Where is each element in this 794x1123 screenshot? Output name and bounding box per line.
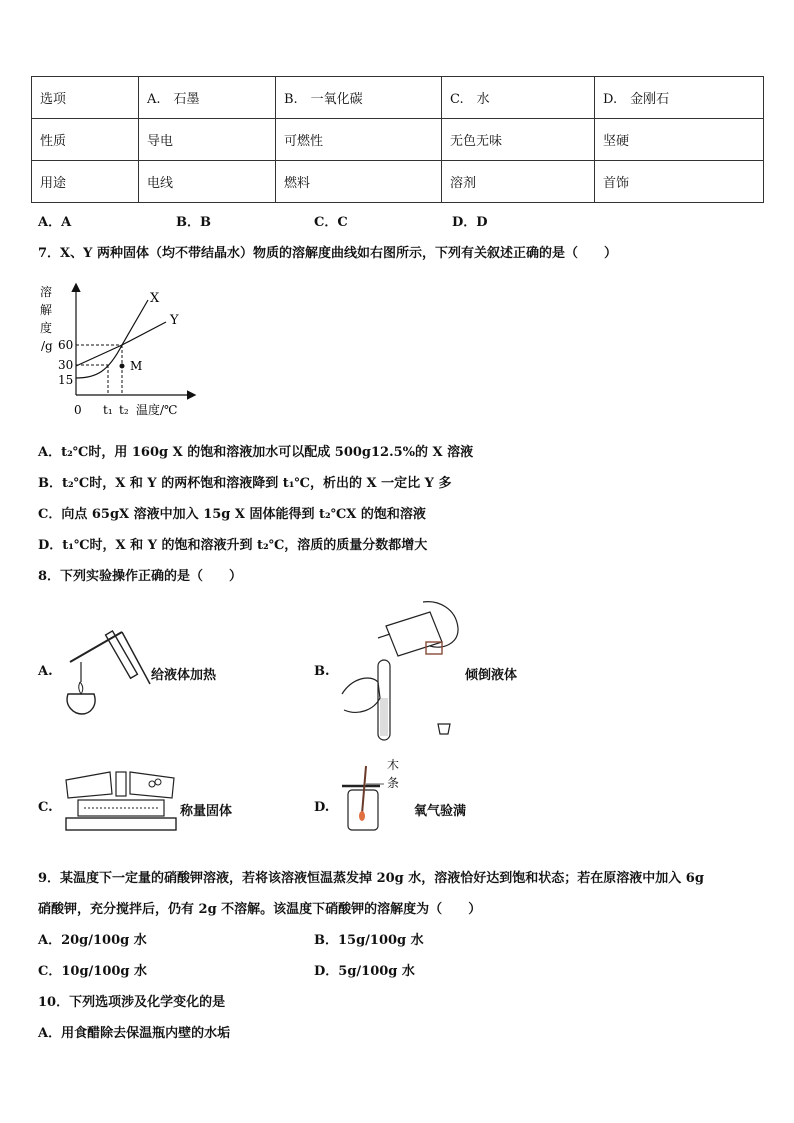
table-cell: 燃料 [276, 161, 442, 203]
q8-letter-b[interactable]: B. [314, 664, 330, 679]
ytick-15: 15 [58, 373, 74, 387]
table-row [32, 77, 764, 119]
q9-stem-line1: 9．某温度下一定量的硝酸钾溶液，若将该溶液恒温蒸发掉 20g 水，溶液恰好达到饱和状态；若在原溶液中加入 6g [38, 871, 704, 886]
curve-y-label: Y [170, 313, 179, 328]
stick-label-2: 条 [387, 776, 400, 790]
ylabel-2: 解 [40, 303, 53, 317]
table-cell: 坚硬 [595, 119, 764, 161]
q6-option-c[interactable]: C．C [314, 215, 348, 230]
table-cell: 可燃性 [276, 119, 442, 161]
q9-option-d[interactable]: D．5g/100g 水 [314, 964, 415, 979]
table-row [32, 119, 764, 161]
q8-caption-a: 给液体加热 [151, 668, 217, 683]
xtick-t2: t₂ [119, 403, 129, 417]
heating-liquid-illustration [60, 622, 155, 722]
point-m-label: M [130, 359, 143, 373]
q8-letter-c[interactable]: C. [38, 800, 53, 815]
q6-option-b[interactable]: B．B [176, 215, 211, 230]
q8-caption-d: 氧气验满 [414, 804, 467, 819]
ylabel-4: /g [41, 339, 53, 353]
table-cell: 用途 [32, 161, 139, 203]
q8-stem: 8．下列实验操作正确的是（ ） [38, 569, 243, 584]
q7-option-d[interactable]: D．t₁℃时，X 和 Y 的饱和溶液升到 t₂℃，溶质的质量分数都增大 [38, 538, 428, 553]
weighing-solid-illustration [60, 768, 180, 838]
table-cell: B. 一氧化碳 [276, 77, 442, 119]
q8-letter-d[interactable]: D. [314, 800, 330, 815]
q7-option-a[interactable]: A．t₂℃时，用 160g X 的饱和溶液加水可以配成 500g12.5%的 X 溶液 [38, 445, 474, 460]
point-m [120, 364, 125, 369]
pouring-liquid-illustration [338, 598, 464, 748]
q9-stem-line2: 硝酸钾，充分搅拌后，仍有 2g 不溶解。该温度下硝酸钾的溶解度为（ ） [38, 902, 482, 917]
curve-y [76, 322, 166, 366]
q7-stem: 7．X、Y 两种固体（均不带结晶水）物质的溶解度曲线如右图所示，下列有关叙述正确的是（ ） [38, 246, 617, 261]
table-cell: 导电 [139, 119, 276, 161]
ytick-60: 60 [58, 338, 74, 352]
table-cell: 首饰 [595, 161, 764, 203]
properties-table [31, 76, 764, 203]
stick-label-1: 木 [387, 758, 400, 772]
table-cell: D. 金刚石 [595, 77, 764, 119]
q9-option-a[interactable]: A．20g/100g 水 [38, 933, 147, 948]
table-cell: 选项 [32, 77, 139, 119]
xlabel: 温度/℃ [136, 403, 178, 417]
xtick-t1: t₁ [103, 403, 113, 417]
table-row [32, 161, 764, 203]
table-cell: 性质 [32, 119, 139, 161]
origin-label: 0 [74, 403, 82, 417]
q10-option-a[interactable]: A．用食醋除去保温瓶内壁的水垢 [38, 1026, 231, 1041]
q9-option-c[interactable]: C．10g/100g 水 [38, 964, 148, 979]
q6-option-a[interactable]: A．A [38, 215, 72, 230]
curve-x-label: X [150, 291, 160, 306]
table-cell: 无色无味 [442, 119, 595, 161]
table-cell: 溶剂 [442, 161, 595, 203]
q8-caption-b: 倾倒液体 [465, 668, 518, 683]
q6-option-d[interactable]: D．D [452, 215, 488, 230]
table-cell: C. 水 [442, 77, 595, 119]
ytick-30: 30 [58, 358, 74, 372]
ylabel-3: 度 [40, 321, 53, 335]
solubility-graph [36, 280, 206, 422]
q7-option-c[interactable]: C．向点 65gX 溶液中加入 15g X 固体能得到 t₂℃X 的饱和溶液 [38, 507, 426, 522]
q8-caption-c: 称量固体 [180, 804, 233, 819]
q7-option-b[interactable]: B．t₂℃时，X 和 Y 的两杯饱和溶液降到 t₁℃，析出的 X 一定比 Y 多 [38, 476, 452, 491]
table-cell: A. 石墨 [139, 77, 276, 119]
table-cell: 电线 [139, 161, 276, 203]
q8-letter-a[interactable]: A. [38, 664, 53, 679]
q9-option-b[interactable]: B．15g/100g 水 [314, 933, 424, 948]
ylabel-1: 溶 [40, 285, 53, 299]
q10-stem: 10．下列选项涉及化学变化的是 [38, 995, 226, 1010]
